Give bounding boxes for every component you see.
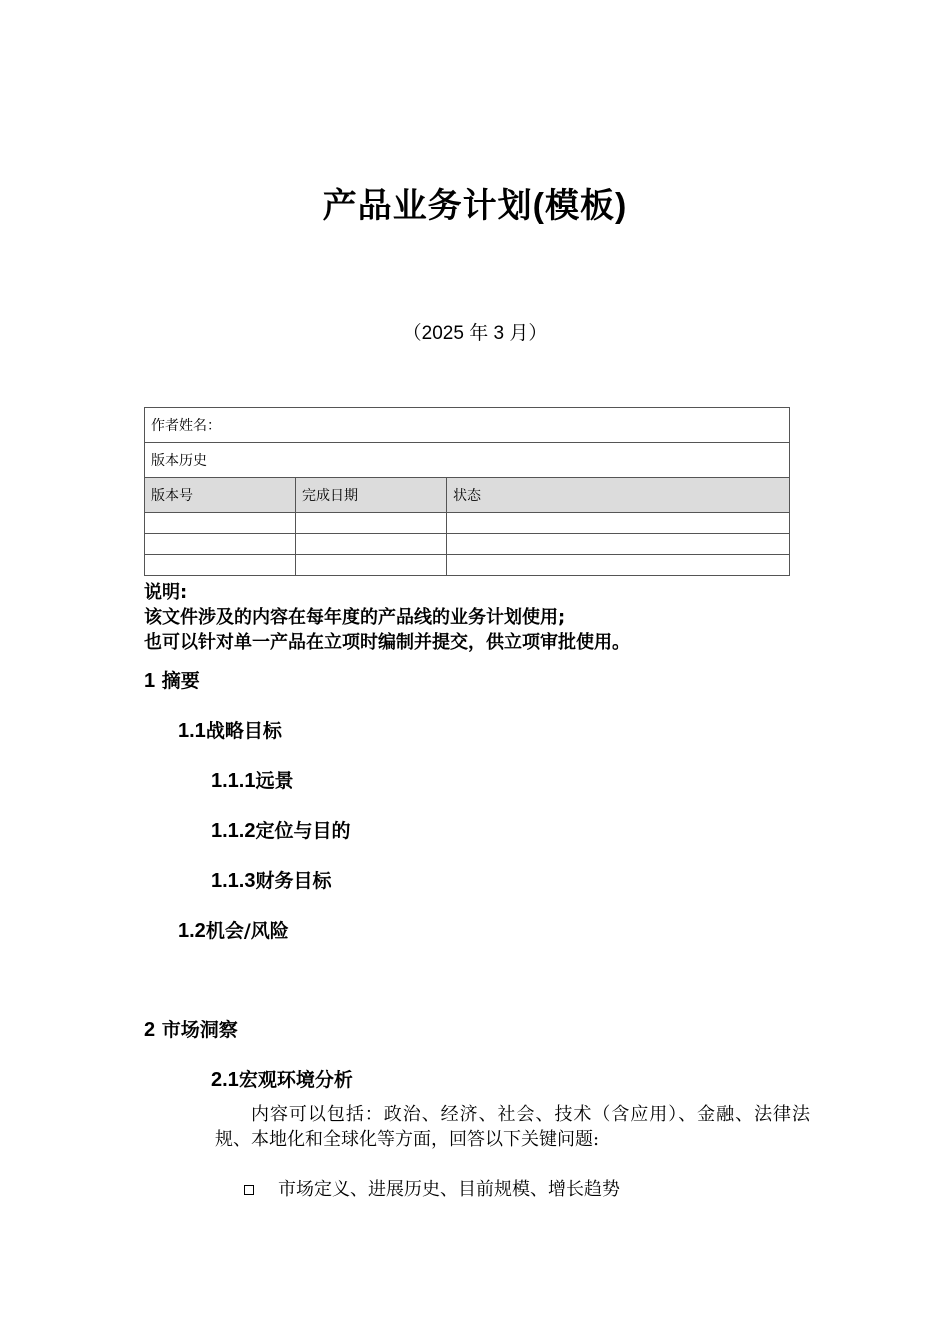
column-header-version: 版本号: [145, 478, 296, 513]
section-heading-2-1: [211, 1065, 353, 1092]
notes-heading: 说明:: [144, 582, 188, 603]
section-number: 1.1.2: [211, 820, 256, 842]
table-row: [145, 534, 790, 555]
table-row: [145, 555, 790, 576]
table-cell: [145, 513, 296, 534]
section-number: 1.1.3: [211, 870, 256, 892]
column-header-date: 完成日期: [296, 478, 447, 513]
table-cell: [145, 555, 296, 576]
list-item: [244, 1177, 620, 1202]
author-name-label: 作者姓名：: [145, 408, 790, 443]
section-title: 远景: [255, 770, 294, 792]
version-history-label: 版本历史: [145, 443, 790, 478]
checkbox-bullet-icon: [244, 1185, 254, 1195]
list-item-text: 市场定义、进展历史、目前规模、增长趋势: [278, 1179, 620, 1200]
table-cell: [447, 534, 790, 555]
section-heading-1-1-2: [211, 816, 351, 843]
column-header-status: 状态: [447, 478, 790, 513]
section-heading-1-2: [178, 916, 289, 943]
table-cell: [296, 513, 447, 534]
section-number: 2.1: [211, 1069, 239, 1091]
section-title: 战略目标: [205, 720, 282, 742]
section-title: 市场洞察: [161, 1019, 238, 1041]
section-number: 1.1.1: [211, 770, 256, 792]
table-cell: [447, 555, 790, 576]
section-heading-1-1-1: [211, 766, 294, 793]
document-title: 产品业务计划(模板): [322, 187, 628, 225]
table-cell: [145, 534, 296, 555]
section-title: 宏观环境分析: [238, 1069, 353, 1091]
section-heading-1-1: [178, 716, 282, 743]
info-table: [144, 407, 790, 576]
section-number: 1: [144, 670, 156, 692]
document-date: （2025 年 3 月）: [402, 323, 548, 344]
section-heading-1: [144, 666, 200, 693]
notes-line: 也可以针对单一产品在立项时编制并提交，供立项审批使用。: [144, 632, 630, 653]
section-title: 机会/风险: [205, 920, 289, 942]
table-cell: [296, 555, 447, 576]
section-title: 财务目标: [255, 870, 332, 892]
section-heading-1-1-3: [211, 866, 332, 893]
section-title: 摘要: [161, 670, 200, 692]
body-paragraph: 内容可以包括：政治、经济、社会、技术（含应用）、金融、法律法规、本地化和全球化等方面，回答以下关键问题:: [215, 1104, 810, 1150]
section-number: 1.1: [178, 720, 206, 742]
section-number: 1.2: [178, 920, 206, 942]
notes-line: 该文件涉及的内容在每年度的产品线的业务计划使用;: [144, 607, 566, 628]
notes-block: [144, 580, 630, 655]
section-title: 定位与目的: [255, 820, 351, 842]
table-row: [145, 513, 790, 534]
section-number: 2: [144, 1019, 156, 1041]
section-heading-2: [144, 1015, 238, 1042]
table-cell: [296, 534, 447, 555]
table-cell: [447, 513, 790, 534]
